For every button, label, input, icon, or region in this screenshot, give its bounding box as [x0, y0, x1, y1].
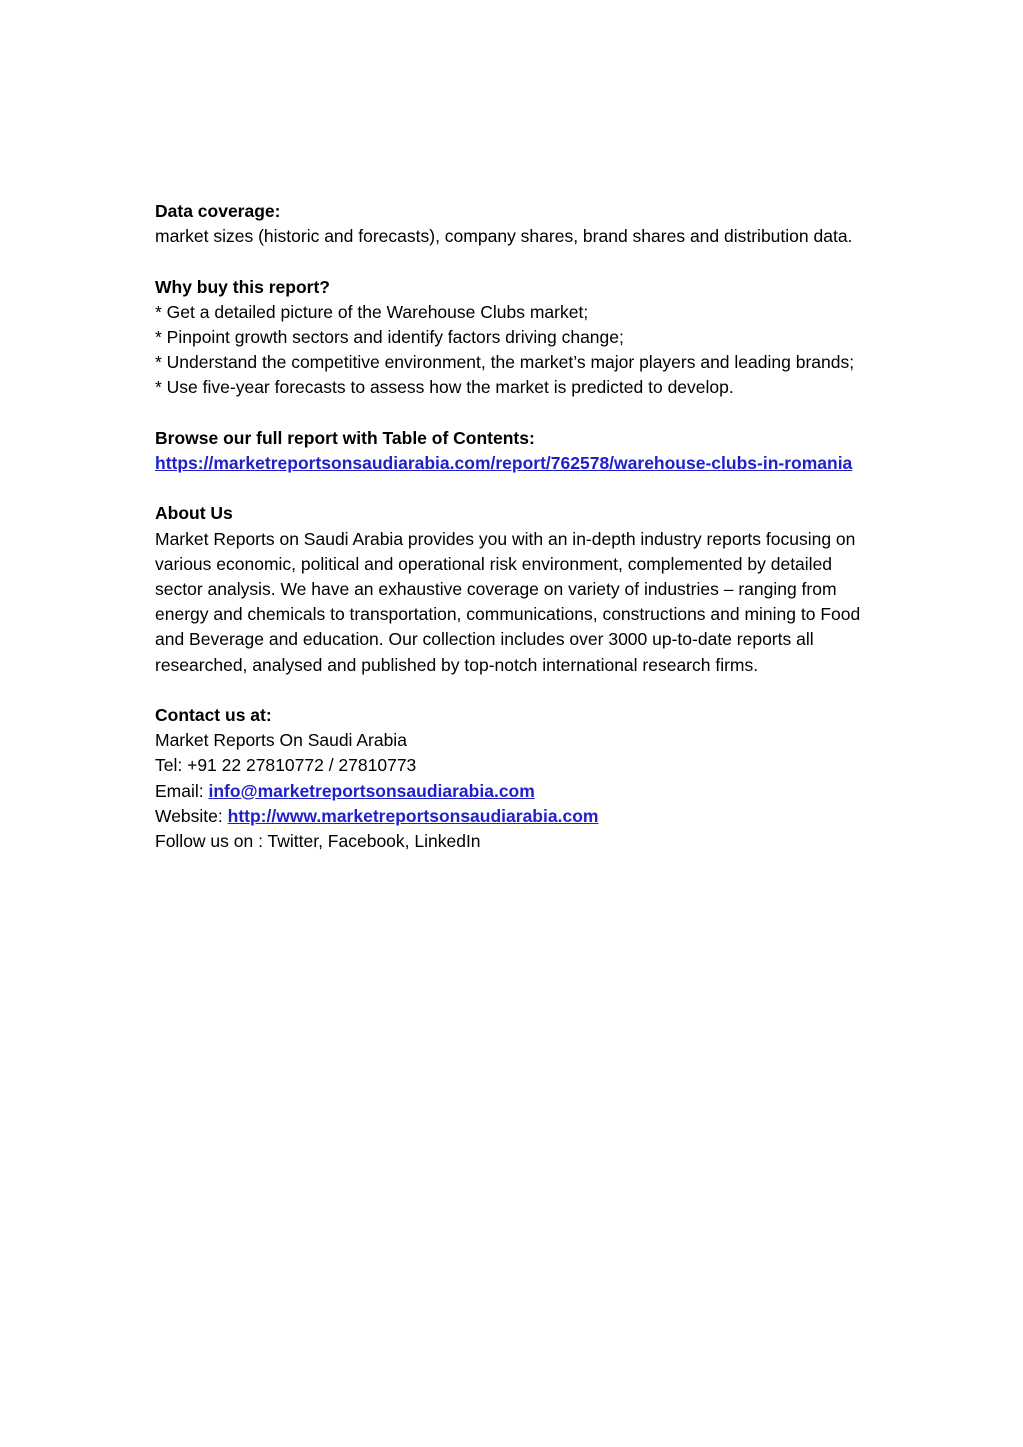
why-buy-item: * Pinpoint growth sectors and identify factors driving change; — [155, 327, 624, 347]
about-section — [155, 501, 870, 677]
report-url-wrapper — [155, 451, 870, 476]
data-coverage-section — [155, 199, 870, 249]
contact-website-line — [155, 804, 870, 829]
contact-heading: Contact us at: — [155, 705, 272, 725]
contact-tel: Tel: +91 22 27810772 / 27810773 — [155, 755, 417, 776]
data-coverage-heading: Data coverage: — [155, 201, 281, 221]
browse-heading: Browse our full report with Table of Contents: — [155, 427, 535, 448]
why-buy-heading: Why buy this report? — [155, 276, 330, 297]
why-buy-item: * Use five-year forecasts to assess how the market is predicted to develop. — [155, 377, 734, 398]
report-url-link[interactable]: https://marketreportsonsaudiarabia.com/report/762578/warehouse-clubs-in-romania — [155, 453, 853, 473]
about-text: Market Reports on Saudi Arabia provides you with an in-depth industry reports focusing on various economic, political and operational risk environment, complemented by detailed sector analysis. We have an exhaustive coverage on variety of industries – ranging from energy and chemicals to transportation, communications, constructions and mining to Food and Beverage and education. Our collection includes over 3000 up-to-date reports all researched, analysed and published by top-notch international research firms. — [155, 528, 861, 675]
contact-website-link[interactable]: http://www.marketreportsonsaudiarabia.com — [227, 805, 599, 826]
about-heading: About Us — [155, 503, 233, 524]
data-coverage-text: market sizes (historic and forecasts), company shares, brand shares and distribution data. — [155, 226, 853, 247]
contact-email-link[interactable]: info@marketreportsonsaudiarabia.com — [208, 780, 535, 801]
contact-follow: Follow us on : Twitter, Facebook, LinkedIn — [155, 831, 481, 852]
contact-company: Market Reports On Saudi Arabia — [155, 730, 407, 751]
contact-email-line — [155, 779, 870, 804]
contact-email-label: Email: — [155, 780, 209, 801]
why-buy-item: * Understand the competitive environment, the market’s major players and leading brands; — [155, 352, 855, 373]
document-page — [155, 199, 870, 879]
contact-website-label: Website: — [155, 805, 228, 826]
browse-section — [155, 426, 870, 476]
why-buy-item: * Get a detailed picture of the Warehouse Clubs market; — [155, 301, 589, 322]
why-buy-section — [155, 275, 870, 401]
contact-section — [155, 703, 870, 854]
